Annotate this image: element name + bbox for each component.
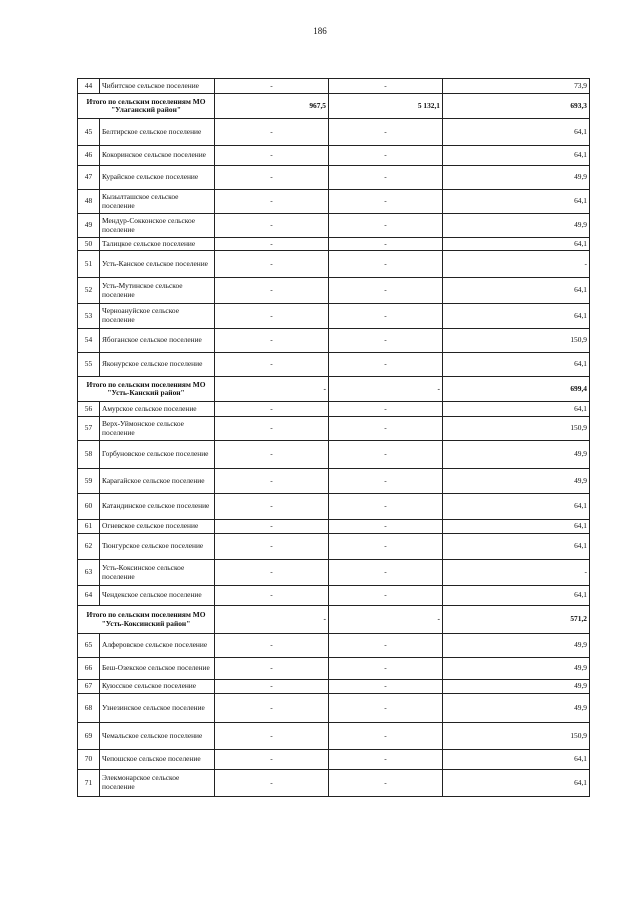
value-col-1: - [215, 694, 329, 723]
row-number: 50 [78, 238, 100, 251]
row-number: 66 [78, 658, 100, 680]
settlement-name: Мендур-Сокконское сельское поселение [100, 214, 215, 238]
value-col-2: - [329, 658, 443, 680]
value-col-1: - [215, 469, 329, 494]
settlement-name: Катандинское сельское поселение [100, 494, 215, 520]
table-row [78, 79, 590, 94]
value-col-2: - [329, 606, 443, 634]
value-col-3: 64,1 [443, 520, 590, 534]
table-row [78, 214, 590, 238]
row-number: 59 [78, 469, 100, 494]
value-col-2: - [329, 723, 443, 750]
value-col-3: - [443, 251, 590, 278]
value-col-1: - [215, 79, 329, 94]
value-col-2: - [329, 680, 443, 694]
subtotal-title: Итого по сельским поселениям МО "Улаганский район" [78, 94, 215, 119]
table-row [78, 190, 590, 214]
value-col-2: - [329, 694, 443, 723]
value-col-1: - [215, 680, 329, 694]
value-col-1: - [215, 304, 329, 329]
row-number: 57 [78, 417, 100, 441]
value-col-1: 967,5 [215, 94, 329, 119]
row-number: 68 [78, 694, 100, 723]
value-col-1: - [215, 251, 329, 278]
value-col-3: 64,1 [443, 770, 590, 797]
value-col-2: - [329, 214, 443, 238]
value-col-2: - [329, 494, 443, 520]
settlement-name: Амурское сельское поселение [100, 402, 215, 417]
table-row [78, 520, 590, 534]
settlement-name: Карагайское сельское поселение [100, 469, 215, 494]
value-col-1: - [215, 534, 329, 560]
value-col-1: - [215, 402, 329, 417]
value-col-1: - [215, 750, 329, 770]
table-body [78, 79, 590, 797]
value-col-3: 73,9 [443, 79, 590, 94]
value-col-1: - [215, 329, 329, 353]
row-number: 46 [78, 146, 100, 166]
value-col-1: - [215, 119, 329, 146]
table-row [78, 694, 590, 723]
table-row [78, 146, 590, 166]
settlement-name: Ябоганское сельское поселение [100, 329, 215, 353]
row-number: 62 [78, 534, 100, 560]
value-col-3: 693,3 [443, 94, 590, 119]
row-number: 70 [78, 750, 100, 770]
settlement-name: Черноануйское сельское поселение [100, 304, 215, 329]
value-col-2: - [329, 238, 443, 251]
value-col-1: - [215, 166, 329, 190]
settlement-name: Кокоринское сельское поселение [100, 146, 215, 166]
value-col-2: - [329, 79, 443, 94]
value-col-3: 64,1 [443, 586, 590, 606]
row-number: 64 [78, 586, 100, 606]
value-col-3: 49,9 [443, 680, 590, 694]
settlement-name: Беш-Озекское сельское поселение [100, 658, 215, 680]
row-number: 53 [78, 304, 100, 329]
settlement-name: Куюсское сельское поселение [100, 680, 215, 694]
row-number: 69 [78, 723, 100, 750]
value-col-2: - [329, 586, 443, 606]
row-number: 51 [78, 251, 100, 278]
value-col-2: - [329, 166, 443, 190]
settlement-name: Усть-Канское сельское поселение [100, 251, 215, 278]
table-row [78, 402, 590, 417]
value-col-1: - [215, 441, 329, 469]
table-row [78, 417, 590, 441]
row-number: 71 [78, 770, 100, 797]
value-col-3: 49,9 [443, 634, 590, 658]
value-col-3: 150,9 [443, 329, 590, 353]
table-row [78, 494, 590, 520]
settlement-name: Верх-Уймонское сельское поселение [100, 417, 215, 441]
value-col-1: - [215, 586, 329, 606]
settlement-name: Узнезинское сельское поселение [100, 694, 215, 723]
value-col-2: - [329, 560, 443, 586]
table-row [78, 353, 590, 377]
settlement-name: Белтирское сельское поселение [100, 119, 215, 146]
value-col-3: 49,9 [443, 694, 590, 723]
value-col-2: - [329, 469, 443, 494]
row-number: 56 [78, 402, 100, 417]
settlement-name: Усть-Коксинское сельское поселение [100, 560, 215, 586]
value-col-3: 150,9 [443, 723, 590, 750]
value-col-1: - [215, 214, 329, 238]
value-col-2: - [329, 251, 443, 278]
table-row [78, 770, 590, 797]
row-number: 55 [78, 353, 100, 377]
value-col-3: 64,1 [443, 190, 590, 214]
table-row [78, 119, 590, 146]
value-col-3: 49,9 [443, 441, 590, 469]
value-col-1: - [215, 190, 329, 214]
table-row [78, 304, 590, 329]
value-col-1: - [215, 377, 329, 402]
value-col-3: 64,1 [443, 146, 590, 166]
value-col-3: 64,1 [443, 238, 590, 251]
value-col-1: - [215, 560, 329, 586]
value-col-1: - [215, 238, 329, 251]
value-col-3: 150,9 [443, 417, 590, 441]
value-col-1: - [215, 634, 329, 658]
row-number: 45 [78, 119, 100, 146]
row-number: 60 [78, 494, 100, 520]
table-row [78, 723, 590, 750]
value-col-3: 64,1 [443, 353, 590, 377]
value-col-1: - [215, 770, 329, 797]
value-col-3: 64,1 [443, 494, 590, 520]
settlement-name: Алферовское сельское поселение [100, 634, 215, 658]
row-number: 63 [78, 560, 100, 586]
settlement-name: Чибитское сельское поселение [100, 79, 215, 94]
row-number: 52 [78, 278, 100, 304]
settlement-name: Тюнгурское сельское поселение [100, 534, 215, 560]
subtotal-title: Итого по сельским поселениям МО "Усть-Канский район" [78, 377, 215, 402]
row-number: 47 [78, 166, 100, 190]
row-number: 61 [78, 520, 100, 534]
value-col-2: - [329, 353, 443, 377]
table-row [78, 750, 590, 770]
table-row [78, 441, 590, 469]
settlement-name: Курайское сельское поселение [100, 166, 215, 190]
settlement-name: Талицкое сельское поселение [100, 238, 215, 251]
table-row [78, 534, 590, 560]
settlement-name: Огневское сельское поселение [100, 520, 215, 534]
value-col-2: - [329, 750, 443, 770]
settlement-name: Чемальское сельское поселение [100, 723, 215, 750]
subtotal-title: Итого по сельским поселениям МО "Усть-Коксинский район" [78, 606, 215, 634]
value-col-2: 5 132,1 [329, 94, 443, 119]
value-col-2: - [329, 119, 443, 146]
table-row [78, 680, 590, 694]
table-row [78, 586, 590, 606]
table-row [78, 238, 590, 251]
table-row [78, 469, 590, 494]
value-col-1: - [215, 353, 329, 377]
row-number: 49 [78, 214, 100, 238]
value-col-2: - [329, 520, 443, 534]
value-col-2: - [329, 441, 443, 469]
value-col-1: - [215, 278, 329, 304]
value-col-3: 699,4 [443, 377, 590, 402]
value-col-1: - [215, 417, 329, 441]
value-col-3: 49,9 [443, 469, 590, 494]
value-col-2: - [329, 402, 443, 417]
value-col-3: 64,1 [443, 534, 590, 560]
value-col-3: 571,2 [443, 606, 590, 634]
row-number: 44 [78, 79, 100, 94]
value-col-3: 49,9 [443, 214, 590, 238]
page-number: 186 [313, 26, 327, 36]
value-col-3: 49,9 [443, 658, 590, 680]
row-number: 54 [78, 329, 100, 353]
value-col-2: - [329, 190, 443, 214]
value-col-1: - [215, 658, 329, 680]
value-col-1: - [215, 494, 329, 520]
value-col-1: - [215, 520, 329, 534]
value-col-2: - [329, 329, 443, 353]
subtotal-row [78, 377, 590, 402]
value-col-3: - [443, 560, 590, 586]
settlement-name: Элекмонарское сельское поселение [100, 770, 215, 797]
value-col-3: 64,1 [443, 304, 590, 329]
table-row [78, 278, 590, 304]
value-col-3: 64,1 [443, 119, 590, 146]
value-col-2: - [329, 534, 443, 560]
table-row [78, 658, 590, 680]
row-number: 65 [78, 634, 100, 658]
value-col-3: 64,1 [443, 750, 590, 770]
table-row [78, 329, 590, 353]
settlement-name: Чепошское сельское поселение [100, 750, 215, 770]
subtotal-row [78, 94, 590, 119]
allocation-table [77, 78, 590, 797]
table-row [78, 166, 590, 190]
settlement-name: Кызылташское сельское поселение [100, 190, 215, 214]
settlement-name: Чендекское сельское поселение [100, 586, 215, 606]
value-col-1: - [215, 606, 329, 634]
table-row [78, 251, 590, 278]
row-number: 67 [78, 680, 100, 694]
settlement-name: Горбуновское сельское поселение [100, 441, 215, 469]
value-col-3: 64,1 [443, 278, 590, 304]
value-col-2: - [329, 770, 443, 797]
value-col-2: - [329, 417, 443, 441]
value-col-1: - [215, 146, 329, 166]
subtotal-row [78, 606, 590, 634]
value-col-3: 64,1 [443, 402, 590, 417]
table-row [78, 634, 590, 658]
row-number: 48 [78, 190, 100, 214]
value-col-1: - [215, 723, 329, 750]
value-col-3: 49,9 [443, 166, 590, 190]
value-col-2: - [329, 278, 443, 304]
settlement-name: Яконурское сельское поселение [100, 353, 215, 377]
table-row [78, 560, 590, 586]
row-number: 58 [78, 441, 100, 469]
value-col-2: - [329, 634, 443, 658]
value-col-2: - [329, 304, 443, 329]
value-col-2: - [329, 377, 443, 402]
value-col-2: - [329, 146, 443, 166]
settlement-name: Усть-Мутинское сельское поселение [100, 278, 215, 304]
